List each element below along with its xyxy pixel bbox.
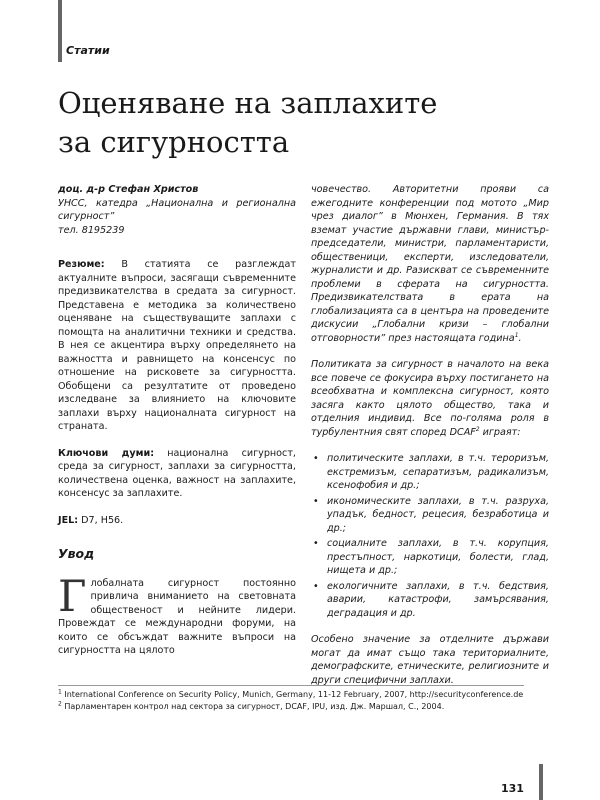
jel [58,514,296,528]
threat-list [311,452,549,620]
section-label: Статии [66,44,110,57]
jel-label: JEL: [58,514,79,526]
keywords-text: национална сигурност, среда за сигурност, заплахи за сигурността, количествена оценка, важност на заплахите, консенсус за заплахите. [58,447,296,499]
footnotes [58,689,538,713]
jel-text: D7, H56. [81,514,124,526]
footnote-divider [58,685,524,686]
left-column [58,183,296,671]
keywords-label: Ключови думи: [58,447,155,459]
right-column [311,183,549,700]
list-item: • социалните заплахи, в т.ч. корупция, престъпност, наркотици, болести, глад, нищета и др.; [311,537,549,578]
intro-paragraph [58,571,296,658]
right-paragraph-3: Особено значение за отделните държави могат да имат също така териториалните, демографските, етническите, религиозните и други специфични заплахи. [311,634,549,686]
author-name: доц. д-р Стефан Христов [58,184,199,195]
right-paragraph-1 [311,183,549,345]
right-paragraph-2-end: играят: [479,426,521,438]
article-title [58,84,538,162]
drop-cap: Г [58,571,87,622]
keywords [58,447,296,501]
right-paragraph-1-end: . [518,332,522,344]
footer-accent-bar [539,764,543,800]
title-line-1: Оценяване на заплахите [58,86,438,120]
right-paragraph-2-text: Политиката за сигурност в началото на века все повече се фокусира върху постигането на всеобхватна и комплексна сигурност, която засяга както цялото общество, така и отделния индивид. Все по-голяма роля в турбулентния свят според DCAF [311,359,549,438]
title-line-2: за сигурността [58,125,290,159]
header-accent-bar [58,0,62,62]
footnote-ref-2[interactable]: 2 [475,425,480,433]
footnote-1-marker: 1 [58,688,62,696]
right-paragraph-1-text: човечество. Авторитетни прояви са ежегодните конференции под мотото „Мир чрез диалог” в Мюнхен, Германия. В тях вземат участие държавни глави, министър-председатели, министри, парламентаристи, общественици, експерти, изследователи, журналисти и др. Разискват се съвременните проблеми в сферата на сигурността. Предизвикателствата в ерата на глобализацията са в центъра на проведените дискусии „Глобални кризи – глобални отговорности” през настоящата година [311,184,549,344]
intro-heading: Увод [58,546,95,561]
footnote-2-text: Парламентарен контрол над сектора за сигурност, DCAF, IPU, изд. Дж. Маршал, С., 2004. [61,702,445,711]
list-item: • екологичните заплахи, в т.ч. бедствия, аварии, катастрофи, замърсявания, деградация и др. [311,580,549,621]
list-item: • политическите заплахи, в т.ч. тероризъм, екстремизъм, сепаратизъм, радикализъм, ксенофобия и др.; [311,452,549,493]
page-number: 131 [501,782,524,795]
intro-text: лобалната сигурност постоянно привлича вниманието на световната общественост и нейните лидери. Провеждат се международни форуми, на които се обсъждат важните въпроси на сигурността на цялото [58,577,296,656]
list-item: • икономическите заплахи, в т.ч. разруха, упадък, бедност, рецесия, безработица и др.; [311,495,549,536]
right-paragraph-2 [311,358,549,439]
footnote-2 [58,701,538,713]
footnote-ref-1[interactable]: 1 [514,331,519,339]
footnote-1 [58,689,538,701]
author-affiliation: УНСС, катедра „Национална и регионална сигурност” [58,197,296,222]
author-phone: тел. 8195239 [58,224,125,236]
footnote-2-marker: 2 [58,700,62,708]
abstract [58,258,296,434]
abstract-text: В статията се разглеждат актуалните въпроси, засягащи съвременните предизвикателства в средата за сигурност. Представена е методика за количествено оценяване на съществуващите заплахи с помощта на аналитични техники и средства. В нея се акцентира върху определянето на важността и равнището на консенсус по отношение на рисковете за сигурността. Обобщени са резултатите от проведено изследване за влиянието на ключовите заплахи върху националната сигурност на страната. [58,259,296,432]
footnote-1-text: International Conference on Security Policy, Munich, Germany, 11-12 February, 2007, http://securityconference.de [61,690,524,699]
abstract-label: Резюме: [58,259,105,270]
